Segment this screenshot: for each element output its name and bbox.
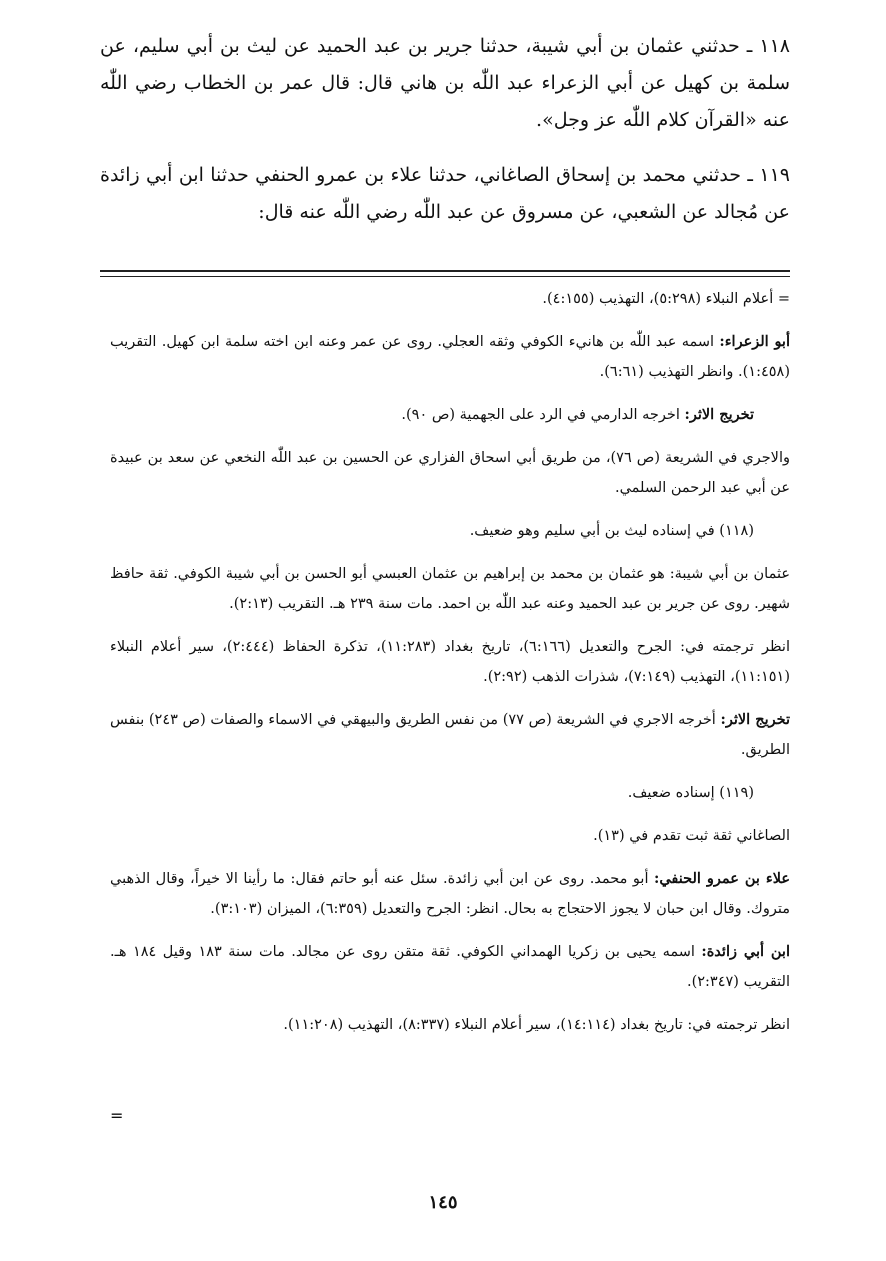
footnote-ajurri: والاجري في الشريعة (ص ٧٦)، من طريق أبي اسحاق الفزاري عن الحسين بن عبد اللّٰه النخعي عن سعد بن عبيدة عن أبي عبد الرحمن السلمي.: [110, 450, 790, 496]
main-text: [100, 28, 790, 249]
footnote-ibn-abi-zaida-sources: انظر ترجمته في: تاريخ بغداد (١٤:١١٤)، سير أعلام النبلاء (٨:٣٣٧)، التهذيب (١١:٢٠٨).: [283, 1017, 790, 1033]
footnote-separator: [100, 270, 790, 277]
footnote-abu-zaraa: [110, 327, 790, 387]
footnote-takhrij-2: [110, 705, 790, 765]
footnote-label: أبو الزعراء:: [719, 333, 790, 350]
footnote-label: تخريج الاثر:: [684, 406, 754, 423]
footnote-label: تخريج الاثر:: [720, 711, 791, 728]
footnote-118: (١١٨) في إسناده ليث بن أبي سليم وهو ضعيف.: [469, 523, 754, 539]
footnote-ibn-abi-zaida: [110, 937, 790, 997]
continuation-mark: =: [110, 1106, 124, 1125]
footnote-alaa: [110, 864, 790, 924]
hadith-118: ١١٨ ـ حدثني عثمان بن أبي شيبة، حدثنا جرير بن عبد الحميد عن ليث بن أبي سليم، عن سلمة بن كهيل عن أبي الزعراء عبد اللّٰه بن هاني قال: قال عمر بن الخطاب رضي اللّٰه عنه «القرآن كلام اللّٰه عز وجل».: [100, 35, 790, 131]
footnotes: [110, 284, 790, 1053]
footnote-uthman-sources: انظر ترجمته في: الجرح والتعديل (٦:١٦٦)، تاريخ بغداد (١١:٢٨٣)، تذكرة الحفاظ (٢:٤٤٤)، سير أعلام النبلاء (١١:١٥١)، التهذيب (٧:١٤٩)، شذرات الذهب (٢:٩٢).: [110, 639, 790, 685]
footnote-body: اسمه عبد اللّٰه بن هانيء الكوفي وثقه العجلي. روى عن عمر وعنه ابن اخته سلمة ابن كهيل. التقريب (١:٤٥٨). وانظر التهذيب (٦:٦١).: [110, 334, 790, 380]
footnote-body: اسمه يحيى بن زكريا الهمداني الكوفي. ثقة متقن روى عن مجالد. مات سنة ١٨٣ وقيل ١٨٤ هـ. التقريب (٢:٣٤٧).: [110, 944, 790, 990]
footnote-119: (١١٩) إسناده ضعيف.: [627, 785, 754, 801]
footnote-label: علاء بن عمرو الحنفي:: [653, 870, 790, 887]
hadith-119: ١١٩ ـ حدثني محمد بن إسحاق الصاغاني، حدثنا علاء بن عمرو الحنفي حدثنا ابن أبي زائدة عن مُجالد عن الشعبي، عن مسروق عن عبد اللّٰه رضي اللّٰه عنه قال:: [100, 164, 790, 223]
footnote-uthman: عثمان بن أبي شيبة: هو عثمان بن محمد بن إبراهيم بن عثمان العبسي أبو الحسن بن أبي شيبة الكوفي. ثقة حافظ شهير. روى عن جرير بن عبد الحميد وعنه عبد اللّٰه بن احمد. مات سنة ٢٣٩ هـ. التقريب (٢:١٣).: [110, 566, 790, 612]
footnote-takhrij-1: [110, 400, 790, 430]
footnote-body: أخرجه الاجري في الشريعة (ص ٧٧) من نفس الطريق والبيهقي في الاسماء والصفات (ص ٢٤٣) بنفس الطريق.: [110, 712, 790, 758]
footnote-body: أبو محمد. روى عن ابن أبي زائدة. سئل عنه أبو حاتم فقال: ما رأينا الا خيراً، وقال الذهبي متروك. وقال ابن حبان لا يجوز الاحتجاج به بحال. انظر: الجرح والتعديل (٦:٣٥٩)، الميزان (٣:١٠٣).: [110, 871, 790, 917]
footnote-label: ابن أبي زائدة:: [701, 943, 790, 960]
footnote-body: اخرجه الدارمي في الرد على الجهمية (ص ٩٠).: [401, 407, 685, 423]
footnote-continued: = أعلام النبلاء (٥:٢٩٨)، التهذيب (٤:١٥٥).: [542, 291, 790, 307]
footnote-saghani: الصاغاني ثقة ثبت تقدم في (١٣).: [593, 828, 790, 844]
page-number: ١٤٥: [428, 1192, 458, 1213]
